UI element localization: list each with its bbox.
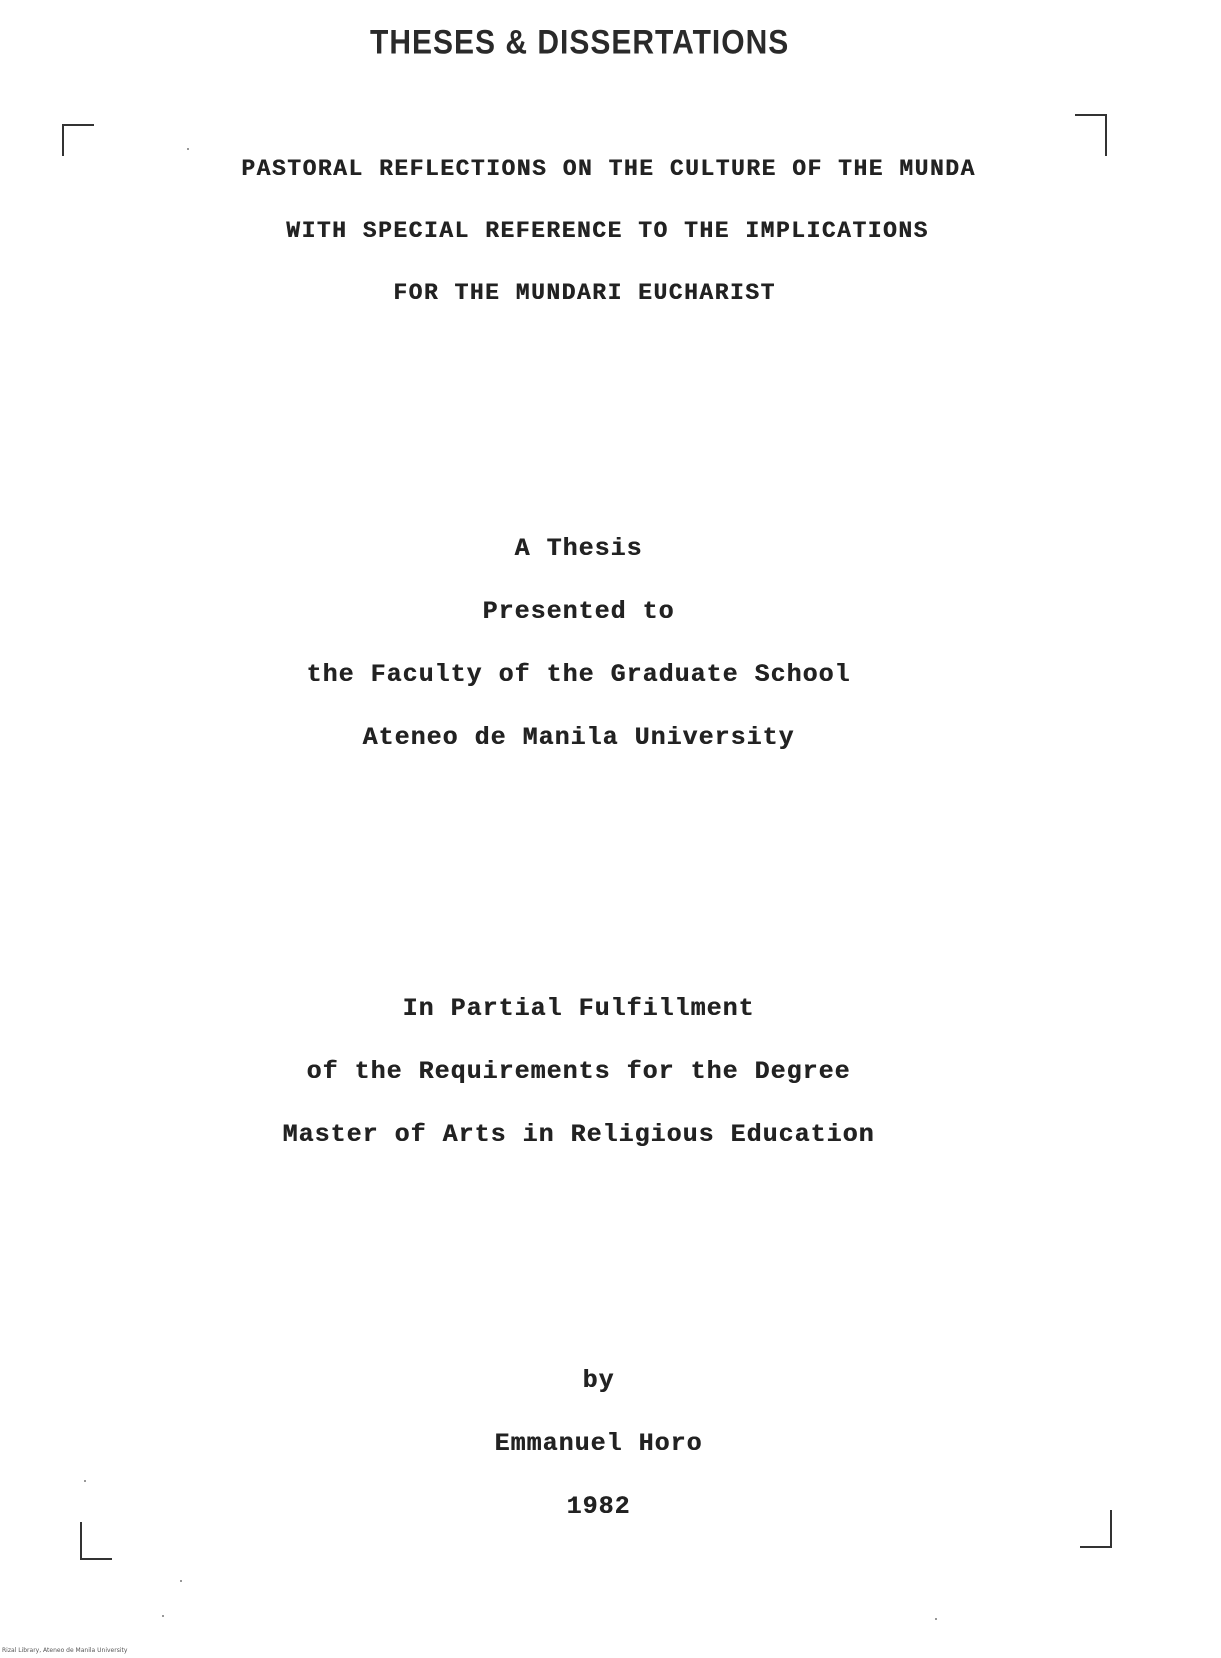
crop-mark-top-left bbox=[62, 124, 94, 156]
presentation-line-1: A Thesis bbox=[514, 534, 643, 563]
scan-speck bbox=[162, 1615, 164, 1617]
crop-mark-bottom-left bbox=[80, 1522, 112, 1560]
presentation-line-3: the Faculty of the Graduate School bbox=[306, 660, 851, 689]
presentation-line-4: Ateneo de Manila University bbox=[362, 723, 795, 752]
scan-speck bbox=[935, 1618, 937, 1620]
scan-speck bbox=[84, 1480, 86, 1482]
author-name: Emmanuel Horo bbox=[494, 1429, 703, 1458]
requirements-line-1: In Partial Fulfillment bbox=[402, 994, 755, 1023]
scan-footer-note: Rizal Library, Ateneo de Manila University bbox=[2, 1647, 128, 1654]
requirements-line-2: of the Requirements for the Degree bbox=[306, 1057, 851, 1086]
crop-mark-top-right bbox=[1075, 114, 1107, 156]
title-line-2: WITH SPECIAL REFERENCE TO THE IMPLICATIONS bbox=[286, 218, 929, 244]
requirements-line-3: Master of Arts in Religious Education bbox=[282, 1120, 875, 1149]
theses-dissertations-stamp: THESES & DISSERTATIONS bbox=[370, 23, 790, 62]
title-line-1: PASTORAL REFLECTIONS ON THE CULTURE OF THE MUNDA bbox=[241, 156, 976, 182]
presentation-line-2: Presented to bbox=[482, 597, 675, 626]
scan-speck bbox=[180, 1580, 182, 1582]
scan-speck bbox=[187, 148, 189, 150]
title-line-3: FOR THE MUNDARI EUCHARIST bbox=[393, 280, 776, 306]
publication-year: 1982 bbox=[566, 1492, 631, 1521]
byline-by: by bbox=[582, 1366, 615, 1395]
